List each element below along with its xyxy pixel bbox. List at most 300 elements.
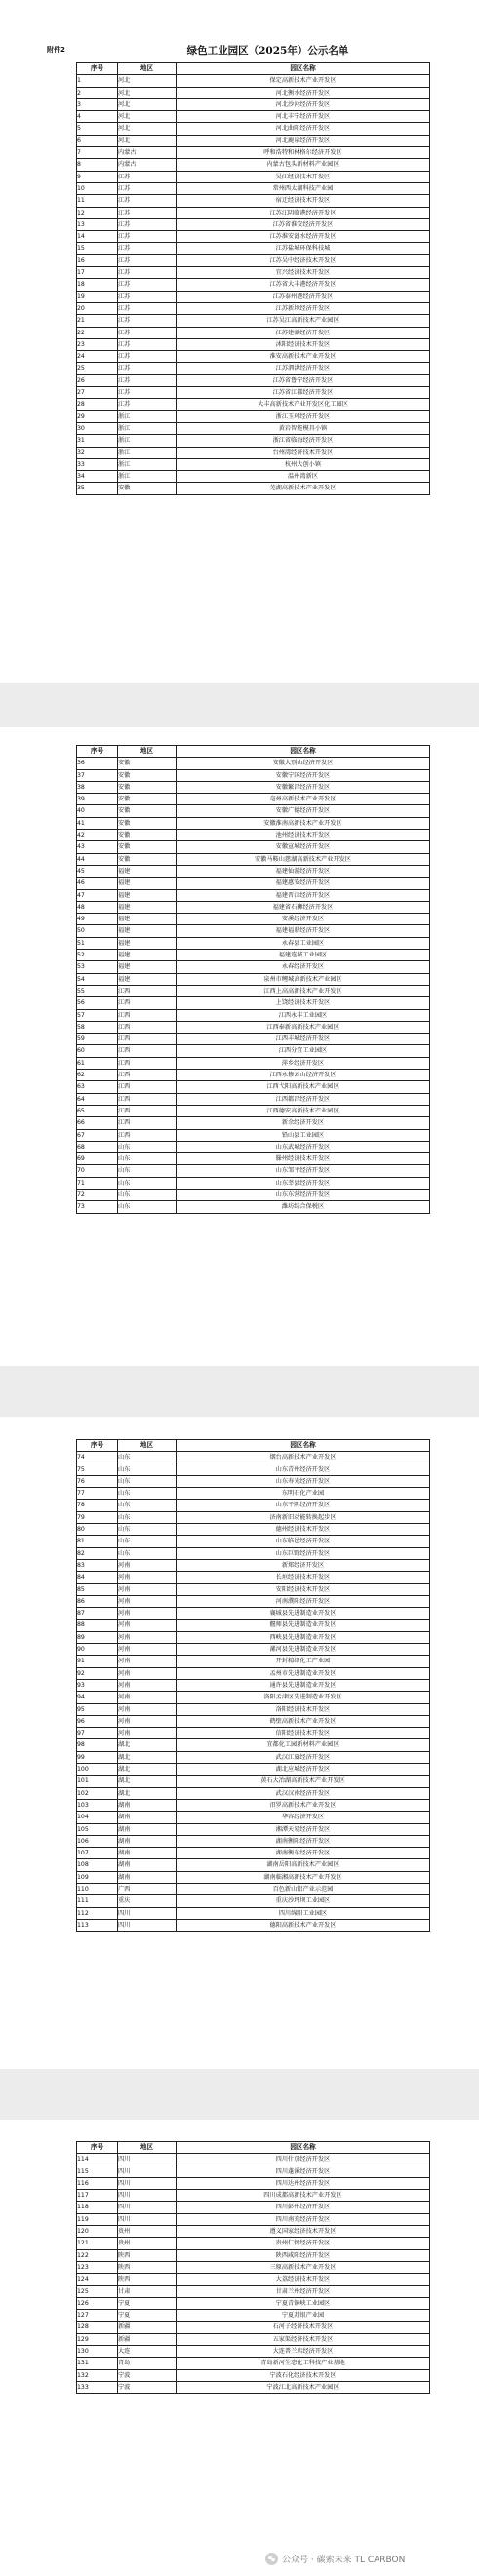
row-region: 安徽 — [118, 841, 177, 853]
table-row — [77, 961, 430, 973]
row-number: 45 — [77, 865, 118, 877]
row-region: 福建 — [118, 937, 177, 949]
row-region: 江苏 — [118, 231, 177, 243]
table-row — [77, 111, 430, 123]
header-region: 地区 — [118, 2142, 177, 2154]
row-park-name: 襄城县先进制造业开发区 — [177, 1608, 430, 1620]
table-row — [77, 937, 430, 949]
row-region: 陕西 — [118, 2261, 177, 2273]
row-park-name: 安阳经济技术开发区 — [177, 1583, 430, 1595]
table-row — [77, 1117, 430, 1129]
row-park-name: 甘肃兰州经济开发区 — [177, 2285, 430, 2297]
table-row — [77, 1511, 430, 1523]
row-number: 89 — [77, 1631, 118, 1643]
row-number: 80 — [77, 1524, 118, 1536]
header-region: 地区 — [118, 63, 177, 75]
table-row — [77, 1475, 430, 1487]
row-region: 浙江 — [118, 458, 177, 470]
row-number: 52 — [77, 950, 118, 961]
row-number: 49 — [77, 914, 118, 925]
row-region: 江苏 — [118, 351, 177, 363]
row-park-name: 德州经济技术开发区 — [177, 1524, 430, 1536]
table-row — [77, 363, 430, 374]
row-number: 42 — [77, 830, 118, 841]
row-number: 106 — [77, 1835, 118, 1847]
row-region: 山东 — [118, 1500, 177, 1511]
row-park-name: 洛阳经济技术开发区 — [177, 1703, 430, 1715]
row-region: 河南 — [118, 1631, 177, 1643]
row-park-name: 江苏省淮安经济开发区 — [177, 218, 430, 230]
row-park-name: 宁波石化经济技术开发区 — [177, 2369, 430, 2381]
row-number: 20 — [77, 302, 118, 314]
row-region: 河北 — [118, 87, 177, 98]
row-number: 121 — [77, 2238, 118, 2249]
row-park-name: 浙江玉环经济开发区 — [177, 410, 430, 422]
row-number: 33 — [77, 458, 118, 470]
row-region: 湖北 — [118, 1764, 177, 1776]
row-park-name: 黄岩智能模具小镇 — [177, 422, 430, 434]
row-number: 131 — [77, 2358, 118, 2369]
row-number: 90 — [77, 1644, 118, 1656]
row-region: 湖北 — [118, 1776, 177, 1787]
row-number: 58 — [77, 1021, 118, 1033]
row-region: 江苏 — [118, 363, 177, 374]
row-region: 山东 — [118, 1177, 177, 1189]
table-row — [77, 1153, 430, 1165]
row-number: 38 — [77, 781, 118, 793]
row-region: 湖南 — [118, 1848, 177, 1859]
table-row — [77, 2154, 430, 2166]
row-park-name: 山东武城经济开发区 — [177, 1141, 430, 1152]
table-row — [77, 1034, 430, 1045]
table-row — [77, 387, 430, 399]
wechat-icon — [265, 2553, 278, 2565]
table-row — [77, 914, 430, 925]
row-region: 江苏 — [118, 279, 177, 291]
park-table-2 — [76, 745, 430, 1214]
row-region: 湖南 — [118, 1812, 177, 1823]
row-park-name: 湖南岳阳高新技术产业园区 — [177, 1859, 430, 1871]
table-row — [77, 231, 430, 243]
row-region: 浙江 — [118, 435, 177, 447]
row-region: 河南 — [118, 1679, 177, 1691]
table-row — [77, 147, 430, 159]
row-park-name: 湘潭天易经济开发区 — [177, 1823, 430, 1835]
row-park-name: 河北丰宁经济开发区 — [177, 111, 430, 123]
row-region: 青岛 — [118, 2358, 177, 2369]
row-region: 湖北 — [118, 1787, 177, 1799]
row-region: 福建 — [118, 925, 177, 937]
table-row — [77, 1536, 430, 1547]
row-number: 22 — [77, 327, 118, 338]
row-number: 110 — [77, 1883, 118, 1894]
table-row — [77, 1559, 430, 1571]
row-number: 109 — [77, 1871, 118, 1883]
row-park-name: 安溪经济开发区 — [177, 914, 430, 925]
row-park-name: 大丰高新技术产业开发区化工园区 — [177, 399, 430, 410]
row-park-name: 山东青州经济开发区 — [177, 1464, 430, 1475]
row-number: 13 — [77, 218, 118, 230]
row-park-name: 福建仙游经济开发区 — [177, 865, 430, 877]
row-number: 70 — [77, 1165, 118, 1177]
row-park-name: 山东莘县经济开发区 — [177, 1177, 430, 1189]
row-region: 江苏 — [118, 315, 177, 327]
row-number: 84 — [77, 1572, 118, 1583]
row-region: 福建 — [118, 973, 177, 985]
row-region: 山东 — [118, 1524, 177, 1536]
row-region: 江苏 — [118, 207, 177, 218]
table-row — [77, 1751, 430, 1763]
row-park-name: 江西永丰工业园区 — [177, 1009, 430, 1021]
row-number: 17 — [77, 267, 118, 279]
row-park-name: 青岛新河生态化工科技产业基地 — [177, 2358, 430, 2369]
table-row — [77, 1488, 430, 1500]
row-number: 10 — [77, 182, 118, 194]
row-park-name: 四川彭州经济开发区 — [177, 2202, 430, 2213]
table-header-row — [77, 2142, 430, 2154]
row-number: 27 — [77, 387, 118, 399]
header-no: 序号 — [77, 2142, 118, 2154]
table-row — [77, 1728, 430, 1739]
header-no: 序号 — [77, 746, 118, 758]
row-region: 宁夏 — [118, 2297, 177, 2309]
row-number: 24 — [77, 351, 118, 363]
table-row — [77, 2285, 430, 2297]
document-header — [47, 43, 450, 60]
table-row — [77, 830, 430, 841]
row-region: 四川 — [118, 1907, 177, 1919]
row-number: 73 — [77, 1201, 118, 1213]
row-park-name: 安徽马鞍山慈湖高新技术产业开发区 — [177, 853, 430, 865]
row-park-name: 江苏江阴临港经济开发区 — [177, 207, 430, 218]
row-number: 66 — [77, 1117, 118, 1129]
row-region: 江苏 — [118, 338, 177, 350]
row-region: 江苏 — [118, 195, 177, 207]
table-row — [77, 1547, 430, 1559]
row-number: 130 — [77, 2346, 118, 2358]
row-region: 河南 — [118, 1595, 177, 1607]
row-region: 河南 — [118, 1583, 177, 1595]
row-number: 88 — [77, 1620, 118, 1631]
row-park-name: 江苏吴江高新技术产业园区 — [177, 315, 430, 327]
park-table-1 — [76, 62, 430, 495]
row-region: 重庆 — [118, 1895, 177, 1907]
row-park-name: 亳州高新技术产业开发区 — [177, 794, 430, 805]
table-row — [77, 2202, 430, 2213]
row-region: 四川 — [118, 2202, 177, 2213]
table-row — [77, 338, 430, 350]
row-region: 江西 — [118, 985, 177, 996]
table-row — [77, 1201, 430, 1213]
table-row — [77, 182, 430, 194]
watermark-text: 公众号 · 碳索未来 TL CARBON — [282, 2555, 406, 2565]
row-region: 浙江 — [118, 447, 177, 458]
table-row — [77, 327, 430, 338]
table-row — [77, 471, 430, 483]
row-number: 120 — [77, 2226, 118, 2238]
row-number: 114 — [77, 2154, 118, 2166]
table-row — [77, 1045, 430, 1057]
row-number: 117 — [77, 2190, 118, 2202]
table-row — [77, 399, 430, 410]
row-region: 湖南 — [118, 1871, 177, 1883]
row-park-name: 江苏省鲁宁经济开发区 — [177, 374, 430, 386]
header-no: 序号 — [77, 63, 118, 75]
row-park-name: 新余经济开发区 — [177, 1117, 430, 1129]
row-number: 30 — [77, 422, 118, 434]
row-park-name: 山东巨野经济开发区 — [177, 1547, 430, 1559]
row-number: 67 — [77, 1129, 118, 1141]
row-park-name: 四川蓬溪经济开发区 — [177, 2166, 430, 2177]
row-number: 1 — [77, 75, 118, 87]
row-region: 江苏 — [118, 387, 177, 399]
row-number: 122 — [77, 2249, 118, 2261]
table-row — [77, 973, 430, 985]
row-number: 112 — [77, 1907, 118, 1919]
row-region: 河南 — [118, 1692, 177, 1703]
row-region: 安徽 — [118, 781, 177, 793]
header-park-name: 园区名称 — [177, 2142, 430, 2154]
row-region: 宁波 — [118, 2381, 177, 2393]
row-park-name: 湖南衡东经济开发区 — [177, 1848, 430, 1859]
table-row — [77, 865, 430, 877]
row-park-name: 江西分宜工业园区 — [177, 1045, 430, 1057]
row-region: 河北 — [118, 135, 177, 146]
table-row — [77, 1644, 430, 1656]
row-region: 河南 — [118, 1572, 177, 1583]
row-park-name: 吴江经济技术开发区 — [177, 171, 430, 182]
row-park-name: 山东寿光经济开发区 — [177, 1475, 430, 1487]
row-number: 104 — [77, 1812, 118, 1823]
row-region: 江西 — [118, 1021, 177, 1033]
row-number: 123 — [77, 2261, 118, 2273]
row-region: 四川 — [118, 2166, 177, 2177]
row-park-name: 潍坊综合保税区 — [177, 1201, 430, 1213]
row-region: 甘肃 — [118, 2285, 177, 2297]
table-row — [77, 1631, 430, 1643]
row-region: 河南 — [118, 1715, 177, 1727]
table-row — [77, 2333, 430, 2345]
row-number: 35 — [77, 483, 118, 494]
row-region: 广西 — [118, 1883, 177, 1894]
row-region: 湖南 — [118, 1799, 177, 1811]
table-row — [77, 950, 430, 961]
table-row — [77, 267, 430, 279]
row-region: 山东 — [118, 1488, 177, 1500]
row-region: 江西 — [118, 1093, 177, 1105]
row-park-name: 五家渠经济技术开发区 — [177, 2333, 430, 2345]
row-region: 山东 — [118, 1141, 177, 1152]
row-park-name: 河北衡水经济开发区 — [177, 87, 430, 98]
row-park-name: 呼和浩特和林格尔经济开发区 — [177, 147, 430, 159]
table-row — [77, 1715, 430, 1727]
row-number: 51 — [77, 937, 118, 949]
row-region: 安徽 — [118, 805, 177, 817]
row-park-name: 浙江省临海经济开发区 — [177, 435, 430, 447]
table-row — [77, 1057, 430, 1069]
row-number: 111 — [77, 1895, 118, 1907]
table-row — [77, 1776, 430, 1787]
row-park-name: 宁夏青铜峡工业园区 — [177, 2297, 430, 2309]
row-number: 105 — [77, 1823, 118, 1835]
row-region: 福建 — [118, 950, 177, 961]
row-region: 浙江 — [118, 410, 177, 422]
row-park-name: 新郑经济开发区 — [177, 1559, 430, 1571]
row-number: 4 — [77, 111, 118, 123]
row-number: 92 — [77, 1667, 118, 1679]
table-row — [77, 1583, 430, 1595]
table-row — [77, 315, 430, 327]
table-row — [77, 279, 430, 291]
row-park-name: 重庆沙坪坝工业园区 — [177, 1895, 430, 1907]
table-row — [77, 817, 430, 829]
table-row — [77, 1595, 430, 1607]
row-region: 江西 — [118, 1057, 177, 1069]
row-park-name: 江西上高高新技术产业开发区 — [177, 985, 430, 996]
table-row — [77, 1919, 430, 1931]
row-park-name: 滕州经济技术开发区 — [177, 1153, 430, 1165]
row-park-name: 福建省石狮经济开发区 — [177, 901, 430, 913]
table-row — [77, 2310, 430, 2322]
row-number: 102 — [77, 1787, 118, 1799]
table-row — [77, 87, 430, 98]
row-number: 21 — [77, 315, 118, 327]
row-region: 四川 — [118, 2190, 177, 2202]
page-separator — [0, 2069, 479, 2120]
row-region: 新疆 — [118, 2333, 177, 2345]
row-park-name: 洛阳孟津区先进制造业开发区 — [177, 1692, 430, 1703]
table-row — [77, 291, 430, 302]
row-number: 2 — [77, 87, 118, 98]
row-park-name: 汨罗高新技术产业开发区 — [177, 1799, 430, 1811]
row-region: 河南 — [118, 1559, 177, 1571]
row-park-name: 百色新山铝产业示范园 — [177, 1883, 430, 1894]
table-row — [77, 1871, 430, 1883]
row-number: 64 — [77, 1093, 118, 1105]
attachment-label: 附件2 — [47, 46, 65, 54]
row-park-name: 东明石化产业园 — [177, 1488, 430, 1500]
row-park-name: 宿迁经济技术开发区 — [177, 195, 430, 207]
row-number: 116 — [77, 2177, 118, 2189]
table-row — [77, 1165, 430, 1177]
row-park-name: 遵义国家经济技术开发区 — [177, 2226, 430, 2238]
row-region: 浙江 — [118, 422, 177, 434]
table-row — [77, 2249, 430, 2261]
row-region: 安徽 — [118, 817, 177, 829]
row-number: 16 — [77, 254, 118, 266]
row-number: 14 — [77, 231, 118, 243]
row-park-name: 泉州市鲤城高新技术产业园区 — [177, 973, 430, 985]
table-row — [77, 254, 430, 266]
row-region: 江西 — [118, 1081, 177, 1093]
row-number: 48 — [77, 901, 118, 913]
table-row — [77, 1823, 430, 1835]
header-region: 地区 — [118, 746, 177, 758]
table-row — [77, 889, 430, 901]
table-row — [77, 997, 430, 1009]
header-park-name: 园区名称 — [177, 746, 430, 758]
table-row — [77, 1572, 430, 1583]
row-number: 87 — [77, 1608, 118, 1620]
row-number: 23 — [77, 338, 118, 350]
table-row — [77, 1692, 430, 1703]
table-row — [77, 805, 430, 817]
row-number: 128 — [77, 2322, 118, 2333]
table-row — [77, 447, 430, 458]
row-park-name: 华容经济开发区 — [177, 1812, 430, 1823]
row-number: 37 — [77, 769, 118, 781]
row-park-name: 江西德安高新技术产业园区 — [177, 1105, 430, 1116]
row-park-name: 江西丰城经济开发区 — [177, 1034, 430, 1045]
row-region: 河北 — [118, 75, 177, 87]
row-region: 河南 — [118, 1656, 177, 1667]
row-park-name: 山东邹平经济开发区 — [177, 1165, 430, 1177]
row-region: 江西 — [118, 1009, 177, 1021]
row-number: 81 — [77, 1536, 118, 1547]
row-number: 68 — [77, 1141, 118, 1152]
row-number: 99 — [77, 1751, 118, 1763]
row-park-name: 江西都昌经济开发区 — [177, 1093, 430, 1105]
row-number: 119 — [77, 2213, 118, 2225]
row-region: 江苏 — [118, 267, 177, 279]
table-row — [77, 1093, 430, 1105]
row-region: 贵州 — [118, 2226, 177, 2238]
row-park-name: 安徽广德经济开发区 — [177, 805, 430, 817]
row-park-name: 四川达州经济开发区 — [177, 2177, 430, 2189]
table-row — [77, 1189, 430, 1200]
row-number: 83 — [77, 1559, 118, 1571]
row-region: 湖南 — [118, 1823, 177, 1835]
table-row — [77, 1081, 430, 1093]
row-region: 山东 — [118, 1165, 177, 1177]
row-park-name: 武汉汉南经济开发区 — [177, 1787, 430, 1799]
row-number: 56 — [77, 997, 118, 1009]
row-park-name: 鹤壁高新技术产业开发区 — [177, 1715, 430, 1727]
row-park-name: 西峡县先进制造业开发区 — [177, 1631, 430, 1643]
row-park-name: 山东平阴经济开发区 — [177, 1500, 430, 1511]
table-row — [77, 135, 430, 146]
row-number: 36 — [77, 758, 118, 769]
row-number: 75 — [77, 1464, 118, 1475]
header-park-name: 园区名称 — [177, 1440, 430, 1452]
row-number: 72 — [77, 1189, 118, 1200]
row-number: 18 — [77, 279, 118, 291]
table-row — [77, 1883, 430, 1894]
row-park-name: 铅山县工业园区 — [177, 1129, 430, 1141]
row-park-name: 开封精细化工产业园 — [177, 1656, 430, 1667]
row-region: 江苏 — [118, 182, 177, 194]
row-region: 安徽 — [118, 769, 177, 781]
row-number: 25 — [77, 363, 118, 374]
row-number: 79 — [77, 1511, 118, 1523]
table-row — [77, 1129, 430, 1141]
table-row — [77, 422, 430, 434]
row-region: 江苏 — [118, 218, 177, 230]
row-park-name: 江苏省江都经济开发区 — [177, 387, 430, 399]
row-region: 内蒙古 — [118, 159, 177, 171]
table-row — [77, 1524, 430, 1536]
row-region: 江西 — [118, 1117, 177, 1129]
row-region: 江苏 — [118, 291, 177, 302]
table-row — [77, 2322, 430, 2333]
row-park-name: 永春县工业园区 — [177, 937, 430, 949]
table-row — [77, 2358, 430, 2369]
page-separator — [0, 1366, 479, 1417]
row-region: 江西 — [118, 1034, 177, 1045]
row-region: 山东 — [118, 1153, 177, 1165]
row-number: 115 — [77, 2166, 118, 2177]
table-row — [77, 985, 430, 996]
